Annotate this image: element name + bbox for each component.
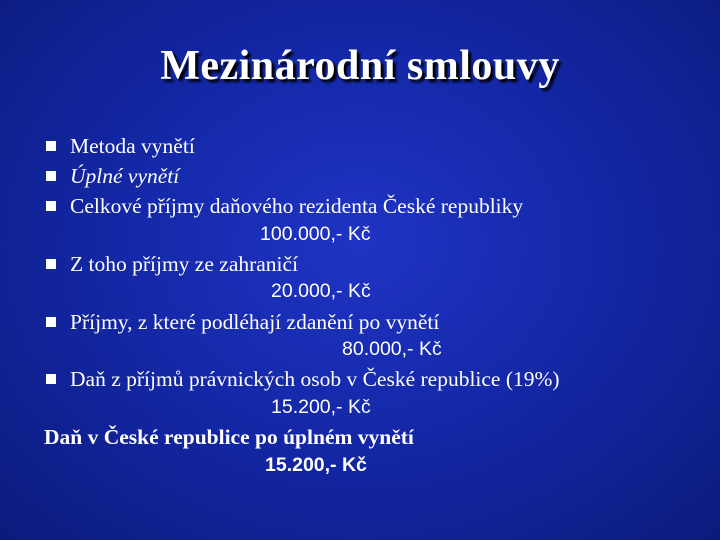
- slide-title: Mezinárodní smlouvy: [160, 43, 560, 89]
- summary-amount: 15.200,- Kč: [265, 454, 367, 476]
- bullet-marker: [46, 374, 56, 384]
- bullet-marker: [46, 141, 56, 151]
- amount-taxable-income: 80.000,- Kč: [342, 338, 442, 360]
- bullet-marker: [46, 171, 56, 181]
- bullet-marker: [46, 259, 56, 269]
- bullet-marker: [46, 317, 56, 327]
- amount-foreign-income: 20.000,- Kč: [271, 280, 371, 302]
- bullet-text-taxable-income: Příjmy, z které podléhají zdanění po vynětí: [70, 310, 440, 334]
- amount-corporate-tax: 15.200,- Kč: [271, 396, 371, 418]
- summary-label: Daň v České republice po úplném vynětí: [44, 425, 414, 449]
- bullet-text-foreign-income: Z toho příjmy ze zahraničí: [70, 252, 299, 276]
- amount-total-income: 100.000,- Kč: [260, 223, 371, 245]
- bullet-text-method: Metoda vynětí: [70, 134, 195, 158]
- bullet-text-corporate-tax: Daň z příjmů právnických osob v České republice (19%): [70, 367, 560, 391]
- bullet-text-total-income: Celkové příjmy daňového rezidenta České republiky: [70, 194, 524, 218]
- bullet-marker: [46, 201, 56, 211]
- bullet-text-full-exemption: Úplné vynětí: [70, 164, 180, 188]
